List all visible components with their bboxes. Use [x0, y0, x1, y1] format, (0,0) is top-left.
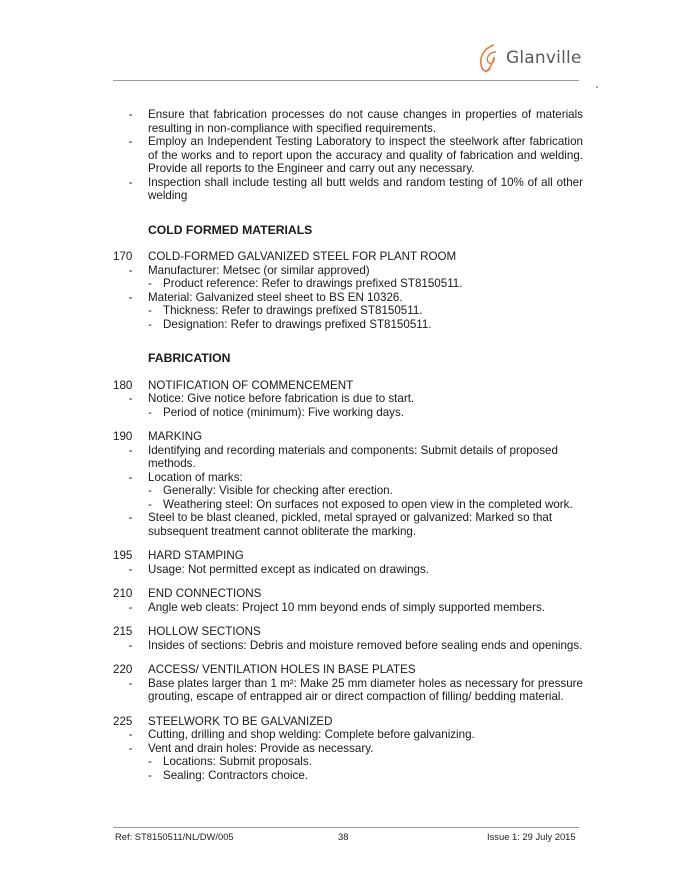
intro-bullet: - Employ an Independent Testing Laboratory to inspect the steelwork after fabrication of the works and to report upon the accuracy and quality of fabrication and welding. Provide all reports to the Engineer and carry out any necessary.: [128, 135, 583, 175]
clause-subbullet: - Thickness: Refer to drawings prefixed ST8150511.: [148, 304, 423, 317]
clause-subbullet: - Period of notice (minimum): Five working days.: [148, 405, 404, 419]
clause-195-title: 195 HARD STAMPING: [113, 549, 244, 562]
clause-subbullet: - Weathering steel: On surfaces not exposed to open view in the completed work.: [148, 497, 573, 511]
page-number: 38: [338, 831, 349, 842]
clause-bullet: - Vent and drain holes: Provide as necessary.: [128, 741, 374, 755]
clause-bullet: - Material: Galvanized steel sheet to BS EN 10326.: [128, 290, 403, 304]
clause-bullet: - Identifying and recording materials and components: Submit details of proposed methods.: [128, 443, 558, 470]
clause-bullet: - Steel to be blast cleaned, pickled, metal sprayed or galvanized: Marked so that subsequent treatment cannot obliterate the marking.: [128, 511, 553, 538]
issue-date: Issue 1: 29 July 2015: [487, 831, 576, 842]
header-divider: [113, 80, 579, 81]
document-body: [113, 108, 583, 782]
section-heading-cold-formed: COLD FORMED MATERIALS: [148, 222, 313, 237]
brand-name: Glanville: [506, 48, 582, 68]
clause-bullet: - Usage: Not permitted except as indicated on drawings.: [128, 562, 429, 576]
section-heading-fabrication: FABRICATION: [148, 351, 231, 365]
clause-subbullet: - Designation: Refer to drawings prefixed ST8150511.: [148, 317, 432, 331]
document-reference: Ref: ST8150511/NL/DW/005: [115, 831, 234, 842]
clause-subbullet: - Sealing: Contractors choice.: [148, 768, 308, 782]
footer-divider: [113, 827, 579, 828]
clause-bullet: - Manufacturer: Metsec (or similar approved): [128, 263, 370, 277]
clause-180-title: 180 NOTIFICATION OF COMMENCEMENT: [113, 378, 354, 392]
clause-bullet: - Notice: Give notice before fabrication is due to start.: [128, 392, 415, 405]
clause-bullet: - Base plates larger than 1 m²: Make 25 mm diameter holes as necessary for pressure grouting, escape of entrapped air or direct compaction of filling/ bedding material.: [128, 676, 583, 703]
clause-subbullet: - Product reference: Refer to drawings prefixed ST8150511.: [148, 277, 463, 290]
scan-speck: [596, 86, 598, 88]
clause-subbullet: - Locations: Submit proposals.: [148, 755, 312, 768]
intro-bullet: - Ensure that fabrication processes do not cause changes in properties of materials resulting in non-compliance with specified requirements.: [128, 108, 583, 135]
clause-bullet: - Cutting, drilling and shop welding: Complete before galvanizing.: [128, 728, 475, 741]
clause-bullet: - Angle web cleats: Project 10 mm beyond ends of simply supported members.: [128, 600, 545, 614]
clause-220-title: 220 ACCESS/ VENTILATION HOLES IN BASE PLATES: [113, 663, 416, 676]
clause-bullet: - Insides of sections: Debris and moisture removed before sealing ends and openings.: [128, 638, 583, 652]
clause-170-title: 170 COLD-FORMED GALVANIZED STEEL FOR PLANT ROOM: [113, 250, 457, 263]
clause-bullet: - Location of marks:: [128, 470, 243, 484]
company-logo: [474, 42, 582, 74]
clause-225-title: 225 STEELWORK TO BE GALVANIZED: [113, 714, 333, 728]
intro-bullet: - Inspection shall include testing all butt welds and random testing of 10% of all other welding: [128, 175, 583, 202]
glanville-swirl-icon: [474, 42, 504, 74]
clause-210-title: 210 END CONNECTIONS: [113, 587, 262, 600]
clause-subbullet: - Generally: Visible for checking after erection.: [148, 484, 393, 497]
clause-215-title: 215 HOLLOW SECTIONS: [113, 625, 261, 638]
clause-190-title: 190 MARKING: [113, 430, 203, 443]
